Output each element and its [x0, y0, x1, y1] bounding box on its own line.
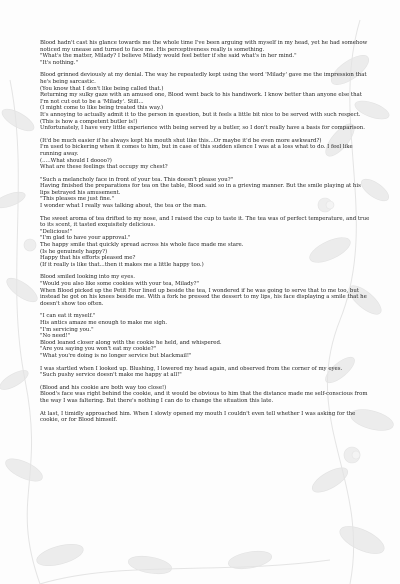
text-line: Blood grinned deviously at my denial. The way he repeatedly kept using the word 'Milady' gave me the impression that he's being sarcastic. — [40, 72, 367, 85]
text-line: (Is he genuinely happy?) — [40, 248, 108, 255]
text-line: "I'm servicing you." — [40, 326, 94, 333]
paragraph — [40, 138, 370, 171]
text-line: It's annoying to actually admit it to the person in question, but it feels a little bit nice to be served with such respect. — [40, 111, 361, 118]
text-line: "Delicious!" — [40, 228, 73, 235]
paragraph — [40, 411, 370, 424]
text-line: "Would you also like some cookies with your tea, Milady?" — [40, 281, 200, 287]
paragraph — [40, 313, 370, 359]
text-line: The sweet aroma of tea drifted to my nose, and I raised the cup to taste it. The tea was of perfect temperature, and true to its scent, it tasted exquisitely delicious. — [40, 215, 370, 229]
story-text — [40, 40, 370, 430]
text-line: (I might come to like being treated this way.) — [40, 105, 164, 112]
text-line: (.....What should I doooo?) — [40, 157, 112, 164]
text-line: I wonder what I really was talking about, the tea or the man. — [40, 203, 207, 210]
text-line: "It's nothing." — [40, 59, 78, 66]
text-line: "Are you saying you won't eat my cookie?" — [40, 346, 157, 353]
paragraph — [40, 385, 370, 405]
text-line: I was startled when I looked up. Blushing, I lowered my head again, and observed from the corner of my eyes. — [40, 365, 343, 372]
text-line: (If it really is like that...then it makes me a little happy too.) — [40, 261, 204, 268]
text-line: "Such a melancholy face in front of your tea. This doesn't please you?" — [40, 176, 234, 183]
text-line: Blood hadn't cast his glance towards me the whole time I've been arguing with myself in my head, yet he had somehow noticed my unease and turned to face me. His perceptiveness really is something. — [40, 40, 368, 53]
text-line: Having finished the preparations for tea on the table, Blood said so in a grieving manner. But the smile playing at his lips betrayed his amusement. — [40, 183, 361, 196]
paragraph — [40, 177, 370, 210]
text-line: What are these feelings that occupy my chest? — [40, 164, 168, 171]
text-line: When Blood picked up the Petit Four lined up beside the tea, I wondered if he was going to serve that to me too, but instead he got on his knees beside me. With a fork he pressed the dessert to my lips, his face displaying a smile that he doesn't show too often. — [40, 287, 367, 307]
text-line: (You know that I don't like being called that.) — [40, 85, 164, 92]
text-line: Unfortunately, I have very little experience with being served by a butler, so I don't really have a basis for comparison. — [40, 125, 365, 132]
text-line: "No need!" — [40, 333, 71, 340]
paragraph — [40, 40, 370, 66]
paragraph — [40, 366, 370, 379]
text-line: Blood's face was right behind the cookie, and it would be obvious to him that the distance made me self-conscious from the way I was faltering. But there's nothing I can do to change the situation this late. — [40, 391, 368, 404]
text-line: Happy that his efforts pleased me? — [40, 255, 136, 262]
text-line: "What's the matter, Milady? I believe Milady would feel better if she said what's in her mind." — [40, 53, 297, 60]
text-line: (Blood and his cookie are both way too close!) — [40, 384, 167, 391]
text-line: The happy smile that quickly spread across his whole face made me stare. — [40, 242, 244, 249]
text-line: "What you're doing is no longer service but blackmail!" — [40, 352, 192, 359]
paragraph — [40, 216, 370, 269]
paragraph — [40, 274, 370, 307]
paragraph — [40, 72, 370, 131]
text-line: "I'm glad to have your approval." — [40, 235, 131, 242]
text-line: "Such pushy service doesn't make me happy at all!" — [40, 372, 182, 379]
text-line: "This pleases me just fine." — [40, 196, 115, 203]
text-line: "I can eat it myself." — [40, 313, 96, 320]
text-line: Returning my sulky gaze with an amused one, Blood went back to his handiwork. I know better than anyone else that I'm not cut out to be a 'Milady'. Still... — [40, 92, 362, 105]
text-line: (This is how a competent butler is!) — [40, 118, 138, 125]
text-line: His antics amaze me enough to make me sigh. — [40, 319, 168, 326]
text-line: (It'd be much easier if he always kept his mouth shut like this...Or maybe it'd be even more awkward?) — [40, 137, 322, 144]
text-line: Blood smiled looking into my eyes. — [40, 274, 135, 281]
text-line: I'm used to bickering when it comes to him, but in case of this sudden silence I was at a loss what to do. I feel like running away. — [40, 144, 353, 157]
text-line: At last, I timidly approached him. When I slowly opened my mouth I couldn't even tell whether I was asking for the cookie, or for Blood himself. — [40, 410, 356, 424]
text-line: Blood leaned closer along with the cookie he held, and whispered. — [40, 339, 222, 346]
